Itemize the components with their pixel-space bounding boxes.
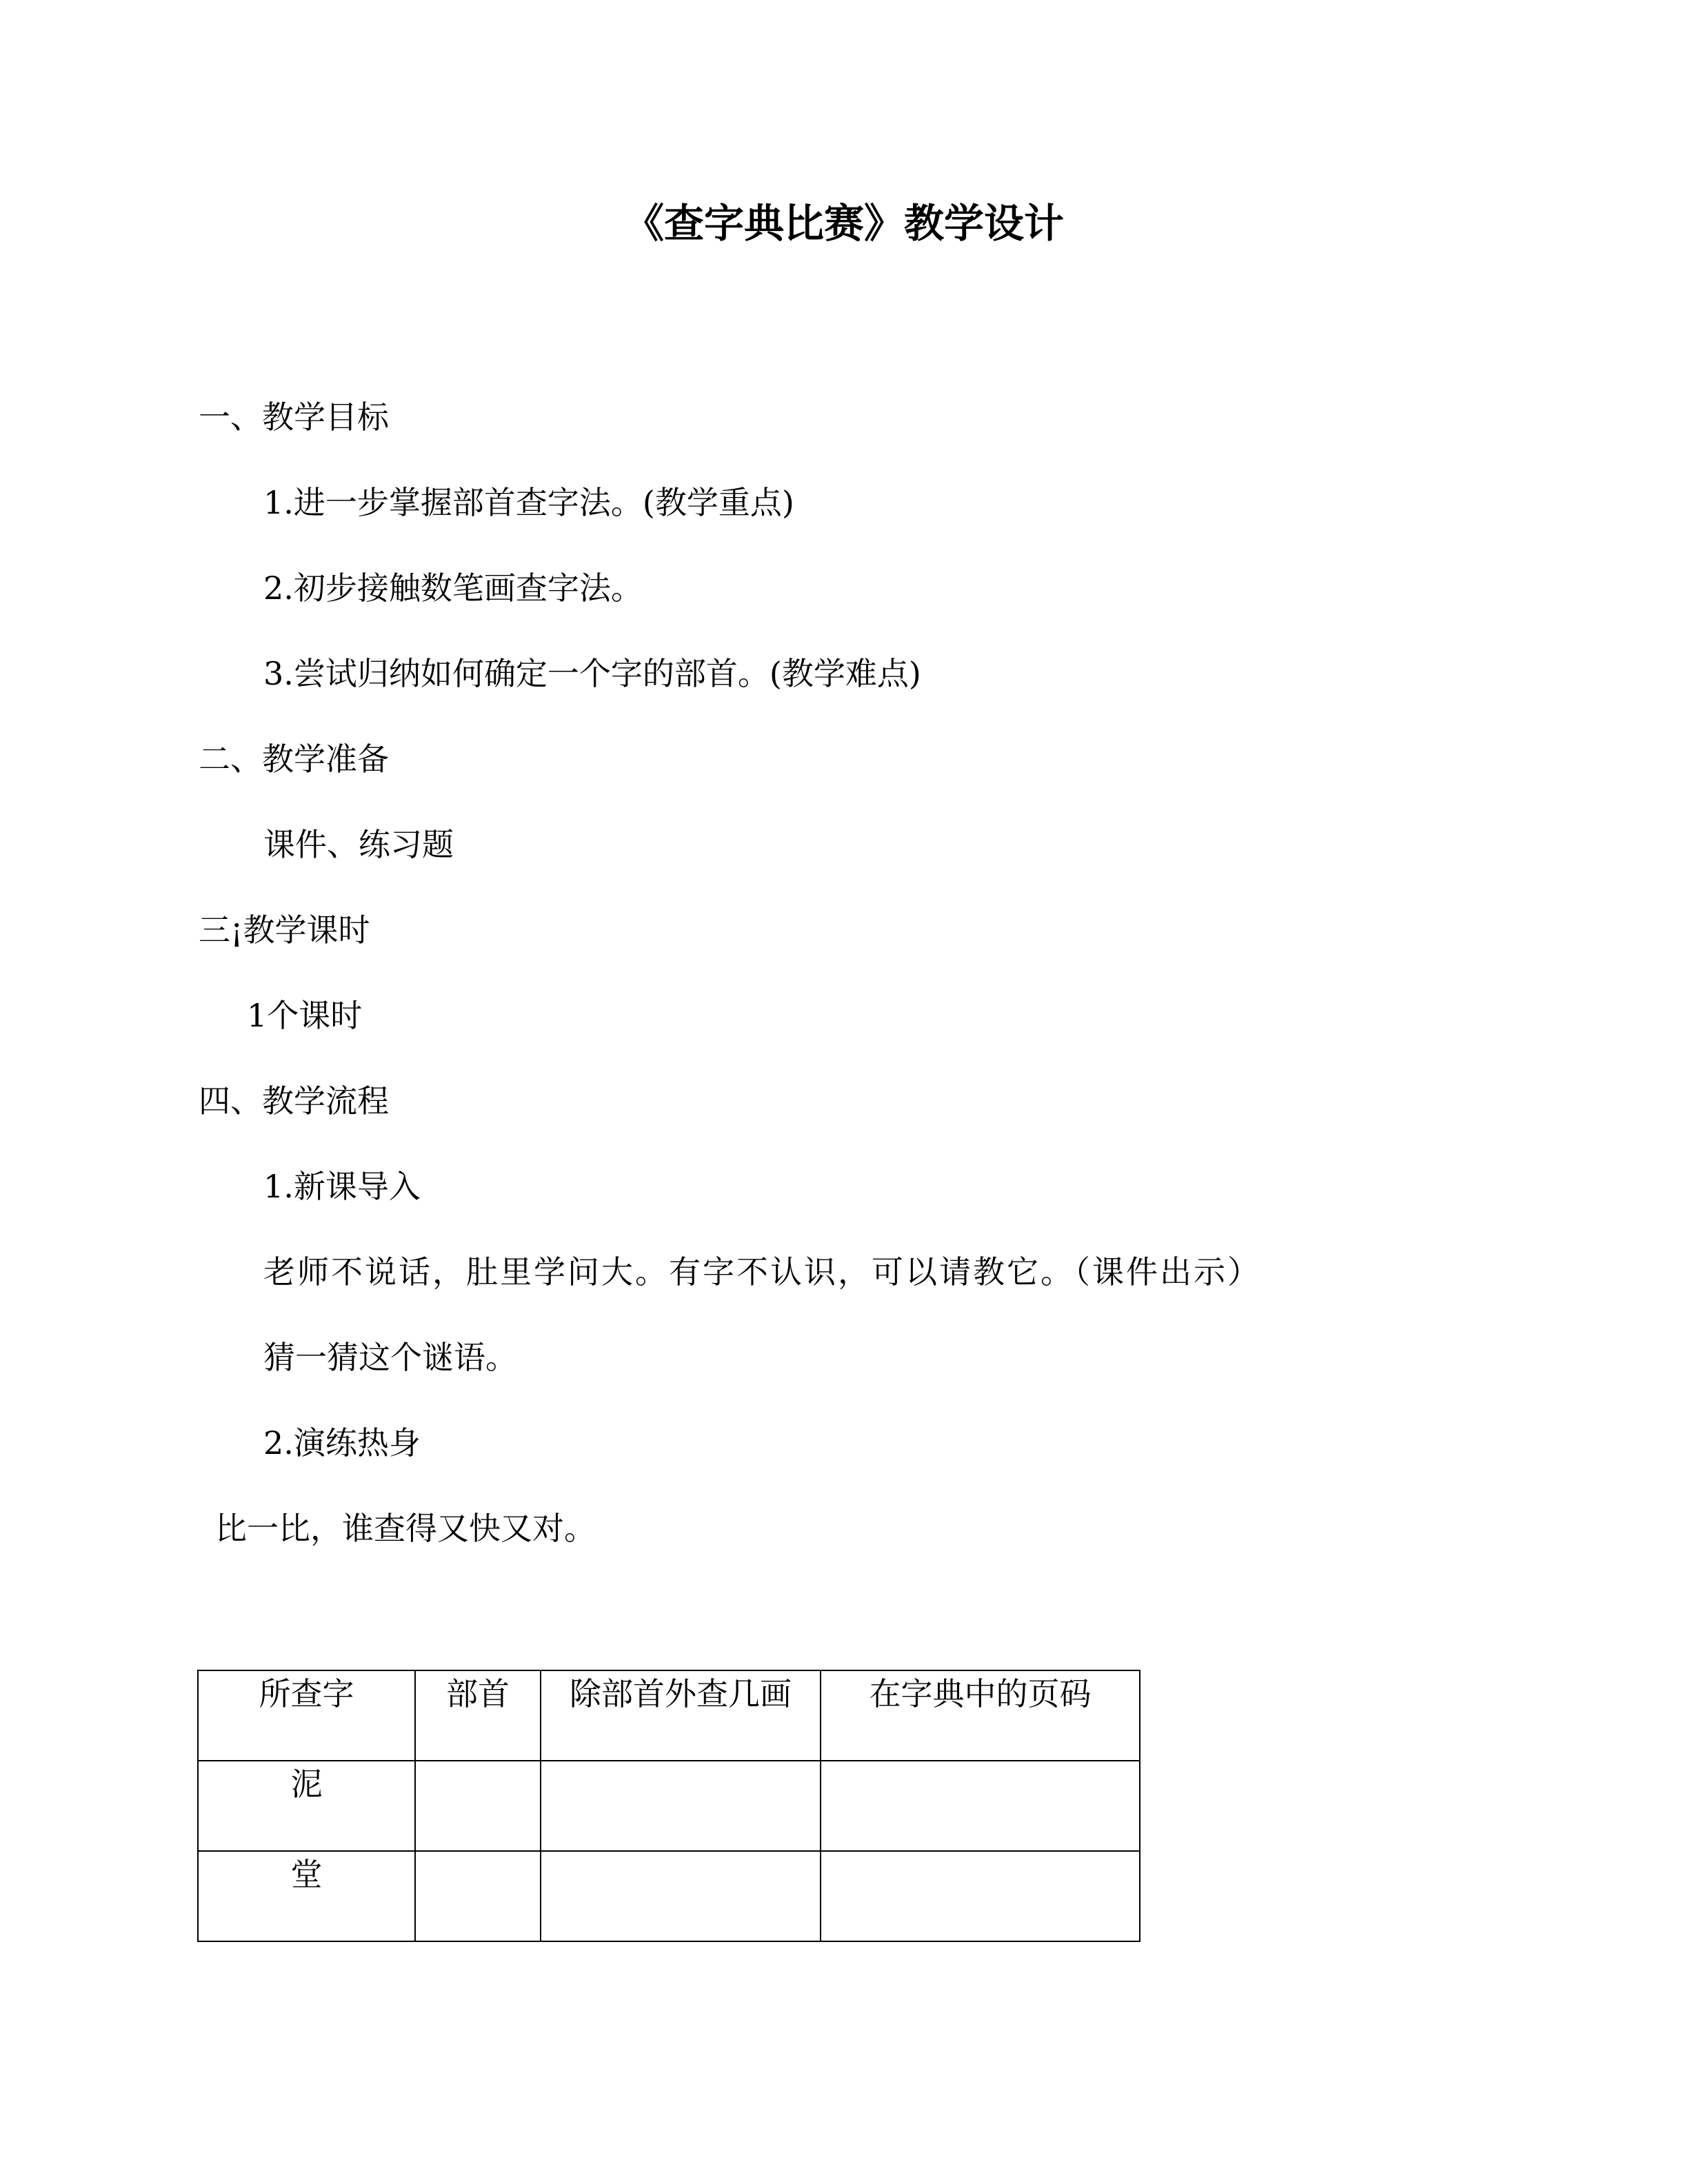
- preparation-text: 课件、练习题: [263, 826, 454, 863]
- compare-text: 比一比，谁查得又快又对。: [215, 1510, 596, 1547]
- table-header-cell: 所查字: [198, 1670, 415, 1761]
- document-title: 《查字典比赛》教学设计: [623, 200, 1064, 247]
- process-step-1: 1.新课导入: [263, 1168, 421, 1205]
- table-cell: [821, 1851, 1140, 1941]
- table-cell: 泥: [198, 1761, 415, 1851]
- riddle-text: 老师不说话，肚里学问大。有字不认识，可以请教它。（课件出示）: [263, 1253, 1261, 1291]
- lookup-table: [197, 1670, 1141, 1942]
- section-heading-objectives: 一、教学目标: [199, 398, 389, 436]
- table-cell: [541, 1761, 821, 1851]
- section-heading-preparation: 二、教学准备: [199, 740, 389, 778]
- section-heading-periods: 三¡教学课时: [199, 911, 370, 949]
- periods-text: 1个课时: [247, 997, 363, 1034]
- table-row: [198, 1851, 1140, 1941]
- objective-item-1: 1.进一步掌握部首查字法。(教学重点): [263, 484, 794, 521]
- table-header-cell: 部首: [415, 1670, 541, 1761]
- table-header-cell: 除部首外查几画: [541, 1670, 821, 1761]
- table-header-row: [198, 1670, 1140, 1761]
- process-step-2: 2.演练热身: [263, 1424, 421, 1462]
- table-header-cell: 在字典中的页码: [821, 1670, 1140, 1761]
- objective-item-3: 3.尝试归纳如何确定一个字的部首。(教学难点): [263, 655, 921, 692]
- objective-item-2: 2.初步接触数笔画查字法。: [263, 569, 643, 607]
- table-cell: [541, 1851, 821, 1941]
- table-cell: 堂: [198, 1851, 415, 1941]
- table-cell: [415, 1761, 541, 1851]
- table-cell: [415, 1851, 541, 1941]
- section-heading-process: 四、教学流程: [199, 1082, 389, 1120]
- guess-text: 猜一猜这个谜语。: [263, 1339, 517, 1376]
- table-row: [198, 1761, 1140, 1851]
- table-cell: [821, 1761, 1140, 1851]
